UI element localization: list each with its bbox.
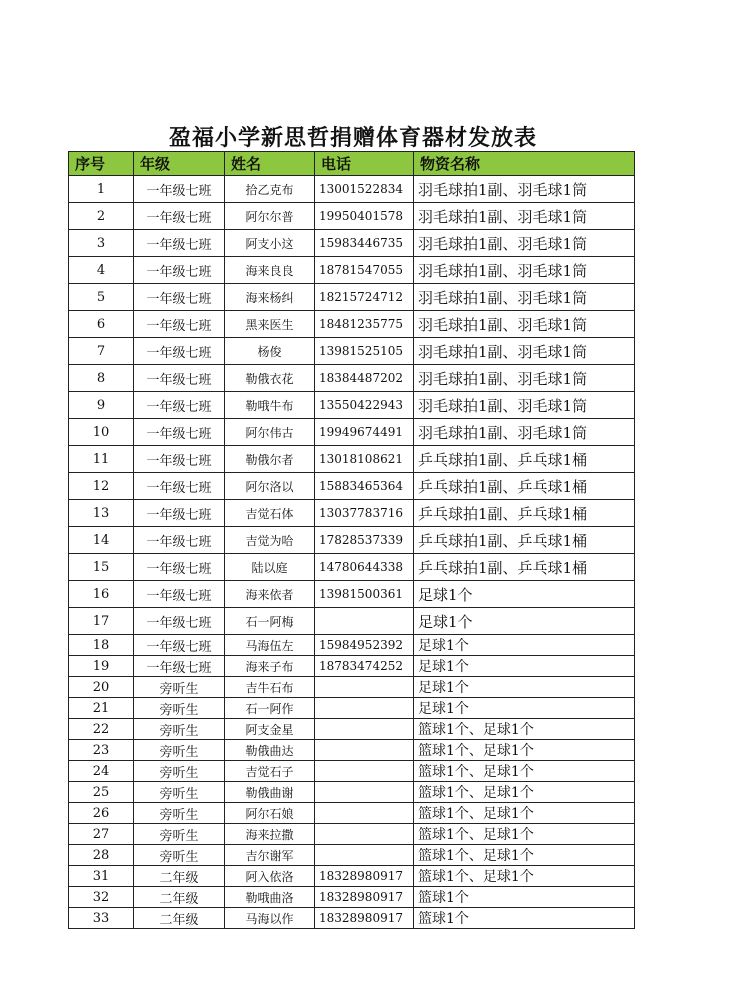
cell-grade: 一年级七班	[134, 257, 225, 284]
cell-item: 羽毛球拍1副、羽毛球1筒	[414, 257, 635, 284]
table-row	[69, 392, 635, 419]
cell-name: 杨俊	[225, 338, 315, 365]
table-row	[69, 176, 635, 203]
cell-item: 篮球1个、足球1个	[414, 845, 635, 866]
cell-item: 足球1个	[414, 656, 635, 677]
cell-grade: 一年级七班	[134, 500, 225, 527]
cell-item: 乒乓球拍1副、乒乓球1桶	[414, 554, 635, 581]
cell-grade: 一年级七班	[134, 365, 225, 392]
cell-grade: 一年级七班	[134, 419, 225, 446]
cell-no: 22	[69, 719, 134, 740]
cell-phone: 18215724712	[315, 284, 414, 311]
cell-name: 吉牛石布	[225, 677, 315, 698]
cell-item: 羽毛球拍1副、羽毛球1筒	[414, 392, 635, 419]
table-body	[69, 176, 635, 929]
cell-phone	[315, 719, 414, 740]
cell-item: 足球1个	[414, 608, 635, 635]
cell-phone: 18328980917	[315, 908, 414, 929]
cell-phone: 18328980917	[315, 887, 414, 908]
cell-no: 2	[69, 203, 134, 230]
cell-grade: 旁听生	[134, 761, 225, 782]
cell-no: 23	[69, 740, 134, 761]
cell-grade: 一年级七班	[134, 176, 225, 203]
cell-grade: 一年级七班	[134, 656, 225, 677]
cell-no: 9	[69, 392, 134, 419]
cell-grade: 二年级	[134, 866, 225, 887]
cell-phone: 13001522834	[315, 176, 414, 203]
cell-no: 1	[69, 176, 134, 203]
cell-item: 羽毛球拍1副、羽毛球1筒	[414, 419, 635, 446]
cell-name: 马海以作	[225, 908, 315, 929]
cell-grade: 一年级七班	[134, 203, 225, 230]
table-row	[69, 284, 635, 311]
cell-item: 羽毛球拍1副、羽毛球1筒	[414, 176, 635, 203]
cell-no: 12	[69, 473, 134, 500]
cell-phone	[315, 740, 414, 761]
cell-no: 17	[69, 608, 134, 635]
cell-name: 勒俄衣花	[225, 365, 315, 392]
cell-name: 海来子布	[225, 656, 315, 677]
table-row	[69, 365, 635, 392]
cell-no: 4	[69, 257, 134, 284]
cell-item: 篮球1个、足球1个	[414, 719, 635, 740]
cell-grade: 一年级七班	[134, 446, 225, 473]
cell-grade: 旁听生	[134, 803, 225, 824]
cell-name: 海来拉撒	[225, 824, 315, 845]
cell-phone: 18384487202	[315, 365, 414, 392]
table-row	[69, 338, 635, 365]
table-row	[69, 311, 635, 338]
cell-phone: 13037783716	[315, 500, 414, 527]
cell-phone: 13981500361	[315, 581, 414, 608]
header-no: 序号	[69, 152, 134, 176]
cell-name: 黑来医生	[225, 311, 315, 338]
cell-item: 乒乓球拍1副、乒乓球1桶	[414, 527, 635, 554]
cell-name: 吉觉石子	[225, 761, 315, 782]
cell-name: 海来良良	[225, 257, 315, 284]
table-row	[69, 527, 635, 554]
cell-item: 篮球1个、足球1个	[414, 761, 635, 782]
cell-grade: 一年级七班	[134, 338, 225, 365]
cell-name: 勒俄曲达	[225, 740, 315, 761]
cell-name: 勒俄尔者	[225, 446, 315, 473]
cell-item: 羽毛球拍1副、羽毛球1筒	[414, 311, 635, 338]
cell-item: 篮球1个	[414, 908, 635, 929]
cell-phone	[315, 698, 414, 719]
cell-grade: 一年级七班	[134, 554, 225, 581]
cell-name: 阿尔伟古	[225, 419, 315, 446]
cell-name: 勒俄曲谢	[225, 782, 315, 803]
table-row	[69, 740, 635, 761]
cell-item: 足球1个	[414, 581, 635, 608]
cell-grade: 旁听生	[134, 824, 225, 845]
cell-grade: 一年级七班	[134, 635, 225, 656]
cell-item: 羽毛球拍1副、羽毛球1筒	[414, 365, 635, 392]
table-row	[69, 845, 635, 866]
cell-name: 马海伍左	[225, 635, 315, 656]
cell-item: 羽毛球拍1副、羽毛球1筒	[414, 230, 635, 257]
cell-no: 8	[69, 365, 134, 392]
cell-grade: 一年级七班	[134, 473, 225, 500]
cell-item: 足球1个	[414, 677, 635, 698]
cell-name: 吉觉石体	[225, 500, 315, 527]
cell-no: 16	[69, 581, 134, 608]
cell-name: 阿支金星	[225, 719, 315, 740]
cell-phone: 18481235775	[315, 311, 414, 338]
cell-no: 3	[69, 230, 134, 257]
cell-phone: 13018108621	[315, 446, 414, 473]
cell-name: 陆以庭	[225, 554, 315, 581]
cell-grade: 二年级	[134, 887, 225, 908]
cell-name: 吉尔谢军	[225, 845, 315, 866]
cell-item: 羽毛球拍1副、羽毛球1筒	[414, 284, 635, 311]
cell-phone: 14780644338	[315, 554, 414, 581]
cell-phone: 18781547055	[315, 257, 414, 284]
cell-item: 乒乓球拍1副、乒乓球1桶	[414, 446, 635, 473]
cell-name: 吉觉为哈	[225, 527, 315, 554]
cell-name: 阿尔石娘	[225, 803, 315, 824]
cell-no: 15	[69, 554, 134, 581]
cell-no: 7	[69, 338, 134, 365]
cell-item: 羽毛球拍1副、羽毛球1筒	[414, 338, 635, 365]
cell-item: 篮球1个、足球1个	[414, 740, 635, 761]
table-row	[69, 635, 635, 656]
cell-phone: 17828537339	[315, 527, 414, 554]
cell-name: 阿支小这	[225, 230, 315, 257]
cell-phone: 15984952392	[315, 635, 414, 656]
cell-no: 13	[69, 500, 134, 527]
cell-phone: 15983446735	[315, 230, 414, 257]
cell-grade: 一年级七班	[134, 392, 225, 419]
header-name: 姓名	[225, 152, 315, 176]
cell-no: 5	[69, 284, 134, 311]
cell-no: 6	[69, 311, 134, 338]
table-row	[69, 719, 635, 740]
cell-grade: 二年级	[134, 908, 225, 929]
table-row	[69, 581, 635, 608]
cell-grade: 旁听生	[134, 740, 225, 761]
cell-no: 28	[69, 845, 134, 866]
cell-no: 11	[69, 446, 134, 473]
cell-name: 海来杨纠	[225, 284, 315, 311]
cell-grade: 旁听生	[134, 719, 225, 740]
cell-grade: 一年级七班	[134, 527, 225, 554]
cell-item: 乒乓球拍1副、乒乓球1桶	[414, 473, 635, 500]
table-row	[69, 803, 635, 824]
cell-name: 石一阿作	[225, 698, 315, 719]
cell-item: 足球1个	[414, 635, 635, 656]
table-row	[69, 446, 635, 473]
table-row	[69, 908, 635, 929]
cell-no: 25	[69, 782, 134, 803]
cell-name: 阿尔洛以	[225, 473, 315, 500]
cell-item: 篮球1个	[414, 887, 635, 908]
cell-no: 10	[69, 419, 134, 446]
cell-name: 石一阿梅	[225, 608, 315, 635]
table-row	[69, 677, 635, 698]
cell-item: 羽毛球拍1副、羽毛球1筒	[414, 203, 635, 230]
table-row	[69, 554, 635, 581]
cell-name: 阿尔尔普	[225, 203, 315, 230]
cell-name: 勒哦曲洛	[225, 887, 315, 908]
cell-phone: 13550422943	[315, 392, 414, 419]
cell-no: 21	[69, 698, 134, 719]
table-row	[69, 608, 635, 635]
cell-phone	[315, 824, 414, 845]
cell-grade: 一年级七班	[134, 311, 225, 338]
table-row	[69, 203, 635, 230]
cell-phone: 13981525105	[315, 338, 414, 365]
table-row	[69, 782, 635, 803]
cell-no: 31	[69, 866, 134, 887]
cell-name: 阿入依洛	[225, 866, 315, 887]
cell-grade: 一年级七班	[134, 581, 225, 608]
cell-phone	[315, 845, 414, 866]
page-title: 盈福小学新思哲捐赠体育器材发放表	[168, 125, 537, 151]
cell-no: 27	[69, 824, 134, 845]
cell-no: 32	[69, 887, 134, 908]
cell-grade: 一年级七班	[134, 608, 225, 635]
header-item: 物资名称	[414, 152, 635, 176]
cell-name: 拾乙克布	[225, 176, 315, 203]
cell-grade: 旁听生	[134, 845, 225, 866]
cell-phone	[315, 803, 414, 824]
cell-item: 足球1个	[414, 698, 635, 719]
cell-no: 33	[69, 908, 134, 929]
cell-no: 14	[69, 527, 134, 554]
table-row	[69, 257, 635, 284]
cell-phone	[315, 608, 414, 635]
cell-grade: 旁听生	[134, 782, 225, 803]
table-header-row	[69, 152, 635, 176]
cell-grade: 旁听生	[134, 677, 225, 698]
table-row	[69, 887, 635, 908]
cell-no: 26	[69, 803, 134, 824]
cell-phone: 19950401578	[315, 203, 414, 230]
table-row	[69, 230, 635, 257]
distribution-table	[68, 151, 635, 929]
header-phone: 电话	[315, 152, 414, 176]
cell-item: 篮球1个、足球1个	[414, 803, 635, 824]
table-row	[69, 656, 635, 677]
cell-phone: 18328980917	[315, 866, 414, 887]
cell-no: 24	[69, 761, 134, 782]
cell-item: 乒乓球拍1副、乒乓球1桶	[414, 500, 635, 527]
cell-no: 20	[69, 677, 134, 698]
table-row	[69, 419, 635, 446]
cell-grade: 一年级七班	[134, 230, 225, 257]
cell-name: 勒哦牛布	[225, 392, 315, 419]
cell-grade: 旁听生	[134, 698, 225, 719]
cell-phone	[315, 782, 414, 803]
table-row	[69, 866, 635, 887]
header-grade: 年级	[134, 152, 225, 176]
cell-item: 篮球1个、足球1个	[414, 782, 635, 803]
cell-grade: 一年级七班	[134, 284, 225, 311]
cell-item: 篮球1个、足球1个	[414, 866, 635, 887]
table-row	[69, 698, 635, 719]
table-row	[69, 824, 635, 845]
cell-no: 19	[69, 656, 134, 677]
cell-phone: 15883465364	[315, 473, 414, 500]
table-row	[69, 761, 635, 782]
cell-item: 篮球1个、足球1个	[414, 824, 635, 845]
cell-phone: 18783474252	[315, 656, 414, 677]
cell-phone	[315, 761, 414, 782]
table-row	[69, 500, 635, 527]
cell-phone: 19949674491	[315, 419, 414, 446]
cell-name: 海来依者	[225, 581, 315, 608]
cell-phone	[315, 677, 414, 698]
table-row	[69, 473, 635, 500]
cell-no: 18	[69, 635, 134, 656]
